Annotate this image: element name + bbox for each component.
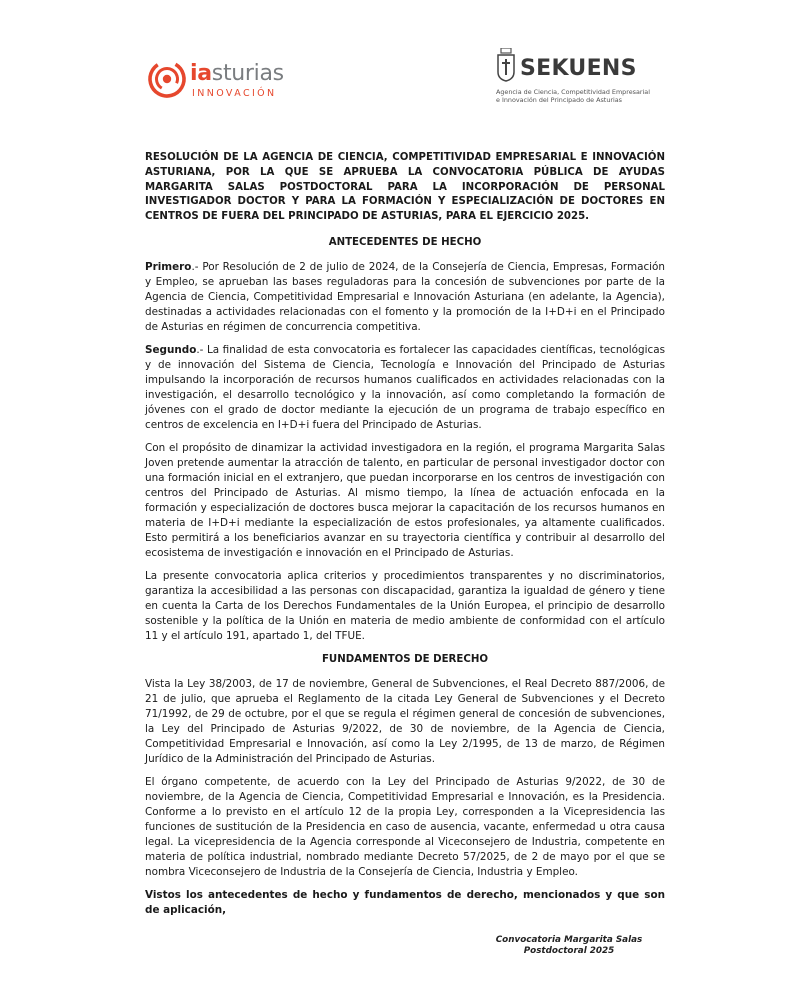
- iasturias-subtitle: INNOVACIÓN: [192, 88, 277, 99]
- paragraph-primero: Primero.- Por Resolución de 2 de julio de 2024, de la Consejería de Ciencia, Empresas, Formación y Empleo, se aprueban las bases reguladoras para la concesión de subvenciones por parte de la Agencia de Ciencia, Competitividad Empresarial e Innovación Asturiana (en adelante, la Agencia), destinadas a actividades relacionadas con el fomento y la promoción de la I+D+i en el Principado de Asturias en régimen de concurrencia competitiva.: [145, 260, 665, 333]
- sekuens-logo: [496, 48, 696, 112]
- document-body: [145, 151, 665, 918]
- sekuens-subtitle: Agencia de Ciencia, Competitividad Empresarial e Innovación del Principado de Asturias: [496, 88, 650, 104]
- section-heading-fundamentos: FUNDAMENTOS DE DERECHO: [321, 653, 489, 665]
- asturias-swirl-logo-icon: [146, 58, 188, 100]
- iasturias-logo: [146, 58, 296, 104]
- sekuens-brand: SEKUENS: [520, 56, 637, 81]
- section-heading-antecedentes: ANTECEDENTES DE HECHO: [328, 236, 482, 248]
- paragraph-vistos: Vistos los antecedentes de hecho y fundamentos de derecho, mencionados y que son de aplicación,: [145, 888, 665, 916]
- paragraph-organo-competente: El órgano competente, de acuerdo con la Ley del Principado de Asturias 9/2022, de 30 de noviembre, de la Agencia de Ciencia, Competitividad Empresarial e Innovación, es la Presidencia. Conforme a lo previsto en el artículo 12 de la propia Ley, corresponden a la Vicepresidencia las funciones de sustitución de la Presidencia en caso de ausencia, vacante, enfermedad u otra causa legal. La vicepresidencia de la Agencia corresponde al Viceconsejero de Industria, competente en materia de política industrial, nombrado mediante Decreto 57/2025, de 2 de mayo por el que se nombra Viceconsejero de Industria de la Consejería de Ciencia, Industria y Empleo.: [145, 775, 665, 878]
- document-title: RESOLUCIÓN DE LA AGENCIA DE CIENCIA, COMPETITIVIDAD EMPRESARIAL E INNOVACIÓN ASTURIANA, POR LA QUE SE APRUEBA LA CONVOCATORIA PÚBLICA DE AYUDAS MARGARITA SALAS POSTDOCTORAL PARA LA INCORPORACIÓN DE PERSONAL INVESTIGADOR DOCTOR Y PARA LA FORMACIÓN Y ESPECIALIZACIÓN DE DOCTORES EN CENTROS DE FUERA DEL PRINCIPADO DE ASTURIAS, PARA EL EJERCICIO 2025.: [145, 152, 665, 223]
- paragraph-vista-ley: Vista la Ley 38/2003, de 17 de noviembre, General de Subvenciones, el Real Decreto 887/2006, de 21 de julio, que aprueba el Reglamento de la citada Ley General de Subvenciones y el Decreto 71/1992, de 29 de octubre, por el que se regula el régimen general de concesión de subvenciones, la Ley del Principado de Asturias 9/2022, de 30 de noviembre, de la Agencia de Ciencia, Competitividad Empresarial e Innovación, así como la Ley 2/1995, de 13 de marzo, de Régimen Jurídico de la Administración del Principado de Asturias.: [145, 677, 665, 765]
- asturias-coat-of-arms-icon: [496, 48, 516, 82]
- iasturias-brand: iasturias: [190, 61, 284, 86]
- page-footer: Convocatoria Margarita Salas Postdoctoral 2025: [495, 935, 643, 956]
- paragraph-segundo: Segundo.- La finalidad de esta convocatoria es fortalecer las capacidades científicas, tecnológicas y de innovación del Sistema de Ciencia, Tecnología e Innovación del Principado de Asturias impulsando la incorporación de recursos humanos cualificados en actividades relacionadas con la investigación, el desarrollo tecnológico y la innovación, así como completando la formación de jóvenes con el grado de doctor mediante la ejecución de un programa de trabajo específico en centros de excelencia en I+D+i fuera del Principado de Asturias.: [145, 343, 665, 431]
- paragraph-proposito: Con el propósito de dinamizar la actividad investigadora en la región, el programa Margarita Salas Joven pretende aumentar la atracción de talento, en particular de personal investigador doctor con una formación inicial en el extranjero, que puedan incorporarse en los centros de investigación con centros del Principado de Asturias. Al mismo tiempo, la línea de actuación enfocada en la formación y especialización de doctores busca mejorar la capacitación de los recursos humanos en materia de I+D+i mediante la especialización de estos profesionales, ya altamente cualificados. Esto permitirá a los beneficiarios avanzar en su trayectoria científica y contribuir al desarrollo del ecosistema de investigación e innovación en el Principado de Asturias.: [145, 441, 665, 559]
- paragraph-criterios: La presente convocatoria aplica criterios y procedimientos transparentes y no discriminatorios, garantiza la accesibilidad a las personas con discapacidad, garantiza la igualdad de género y tiene en cuenta la Carta de los Derechos Fundamentales de la Unión Europea, el principio de desarrollo sostenible y la política de la Unión en materia de medio ambiente de conformidad con el artículo 11 y el artículo 191, apartado 1, del TFUE.: [145, 569, 665, 642]
